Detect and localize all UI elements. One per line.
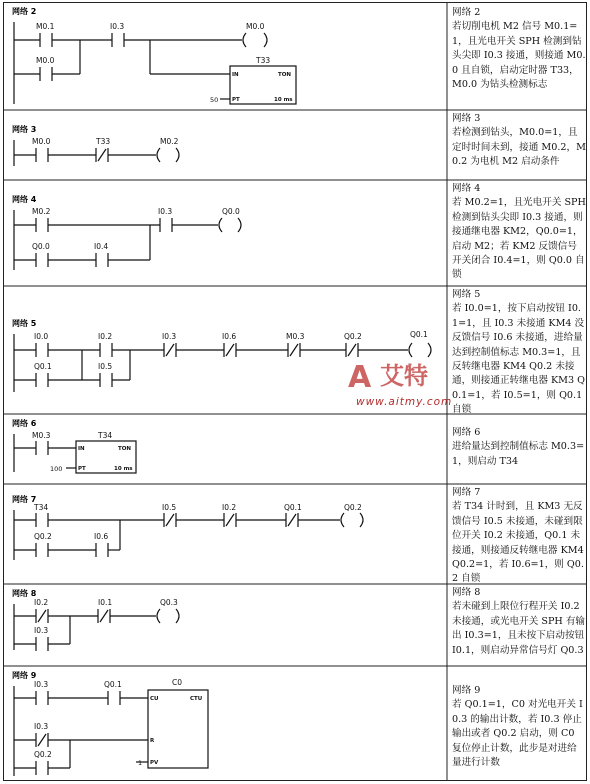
network-3-description <box>452 112 586 170</box>
t34-unit: 10 ms <box>114 466 133 472</box>
network-2-desc-title: 网络 2 <box>452 7 481 18</box>
t34-in-pin: IN <box>78 446 85 452</box>
contact-i0-5 <box>100 373 112 387</box>
network-9-description <box>452 684 586 770</box>
t33-type: TON <box>278 72 292 78</box>
label-m0-3: M0.3 <box>32 431 51 440</box>
label-q0-1: Q0.1 <box>104 680 122 689</box>
coil-q0-1 <box>409 343 431 357</box>
contact-i0-2-nc-net8 <box>36 609 48 623</box>
contact-i0-3-net9 <box>36 691 48 705</box>
network-7-description <box>452 486 586 587</box>
contact-i0-1-nc <box>98 609 110 623</box>
network-3-desc-title: 网络 3 <box>452 113 481 124</box>
network-5-desc-text: 若 I0.0=1，按下启动按钮 I0.1=1，且 I0.3 未接通 KM4 没反馈信号 I0.6 未接通，进给量达到控制值标志 M0.3=1，且反转继电器 KM4 Q0.2 未接通，则接通正转继电器 KM3 Q0.1=1，若 I0.5=1，则 Q0.1 自锁 <box>452 303 585 416</box>
c0-cu-pin: CU <box>150 696 159 702</box>
label-i0-3: I0.3 <box>110 22 125 31</box>
contact-i0-3 <box>112 33 124 47</box>
label-q0-2-latch: Q0.2 <box>34 532 52 541</box>
label-q0-2-nc: Q0.2 <box>344 332 362 341</box>
coil-q0-3 <box>157 609 179 623</box>
network-7-title: 网络 7 <box>12 495 37 504</box>
label-q0-1-latch: Q0.1 <box>34 362 52 371</box>
label-i0-6: I0.6 <box>94 532 109 541</box>
network-2-title: 网络 2 <box>12 7 37 16</box>
contact-i0-2 <box>100 343 112 357</box>
t33-unit: 10 ms <box>274 97 293 103</box>
contact-i0-0 <box>36 343 48 357</box>
label-i0-5-nc: I0.5 <box>162 503 177 512</box>
network-5-title: 网络 5 <box>12 319 37 328</box>
label-q0-0: Q0.0 <box>32 242 50 251</box>
label-i0-4: I0.4 <box>94 242 109 251</box>
contact-i0-6-nc <box>224 343 236 357</box>
network-6-title: 网络 6 <box>12 419 37 428</box>
network-8-description <box>452 586 586 658</box>
contact-q0-1-nc <box>286 513 298 527</box>
coil-m0-0 <box>243 33 267 47</box>
c0-pv-pin: PV <box>150 760 159 766</box>
network-3-desc-text: 若检测到钻头，M0.0=1，且定时时间未到，接通 M0.2，M0.2 为电机 M2 启动条件 <box>452 127 586 168</box>
label-coil-m0-0: M0.0 <box>246 22 265 31</box>
label-i0-3-net4: I0.3 <box>158 207 173 216</box>
network-2-desc-text: 若切削电机 M2 信号 M0.1=1，且光电开关 SPH 检测到钻头尖即 I0.3 接通，则接通 M0.0 且自锁，启动定时器 T33，M0.0 为钻头检测标志 <box>452 21 586 91</box>
network-9-rungs <box>14 686 148 776</box>
label-c0-pv-value: 1 <box>138 759 143 767</box>
label-i0-6-nc: I0.6 <box>222 332 237 341</box>
label-q0-1-nc: Q0.1 <box>284 503 302 512</box>
network-8-desc-text: 若未碰到上限位行程开关 I0.2 未接通，或光电开关 SPH 有输出 I0.3=1，且未按下启动按钮 I0.1，则启动异常信号灯 Q0.3 <box>452 601 586 656</box>
contact-i0-2-nc <box>224 513 236 527</box>
contact-i0-3-net8 <box>36 637 48 651</box>
label-m0-1: M0.1 <box>36 22 55 31</box>
label-coil-q0-2: Q0.2 <box>344 503 362 512</box>
label-i0-3-nc: I0.3 <box>162 332 177 341</box>
label-timer-t33: T33 <box>256 56 271 65</box>
contact-i0-5-nc <box>164 513 176 527</box>
contact-i0-3-nc-net9 <box>36 733 48 747</box>
label-m0-0-latch: M0.0 <box>36 56 55 65</box>
watermark-url: www.aitmy.com <box>356 396 453 408</box>
network-4-title: 网络 4 <box>12 195 37 204</box>
label-m0-2: M0.2 <box>32 207 51 216</box>
label-i0-1: I0.1 <box>98 598 113 607</box>
label-coil-q0-1: Q0.1 <box>410 330 428 339</box>
network-8-desc-title: 网络 8 <box>452 587 481 598</box>
t34-type: TON <box>118 446 132 452</box>
contact-m0-0-latch <box>40 67 52 81</box>
label-t34: T34 <box>34 503 49 512</box>
label-i0-5: I0.5 <box>98 362 113 371</box>
network-7-desc-title: 网络 7 <box>452 487 481 498</box>
label-i0-2-nc: I0.2 <box>222 503 237 512</box>
contact-t33-nc <box>96 148 108 162</box>
label-i0-3-nc-net9: I0.3 <box>34 722 49 731</box>
label-counter-c0: C0 <box>172 678 183 687</box>
label-i0-3-net8: I0.3 <box>34 626 49 635</box>
contact-i0-6 <box>96 543 108 557</box>
label-timer-t34: T34 <box>98 431 113 440</box>
label-t33-pt-value: 50 <box>210 96 219 104</box>
contact-i0-3-nc <box>164 343 176 357</box>
c0-type: CTU <box>190 696 203 702</box>
coil-q0-0 <box>219 218 241 232</box>
label-coil-q0-3: Q0.3 <box>160 598 178 607</box>
network-9-title: 网络 9 <box>12 671 37 680</box>
coil-m0-2 <box>157 148 179 162</box>
network-5-desc-title: 网络 5 <box>452 289 481 300</box>
label-m0-0: M0.0 <box>32 137 51 146</box>
watermark-logo-icon: A <box>348 360 372 395</box>
label-i0-2: I0.2 <box>98 332 113 341</box>
contact-q0-1-latch <box>36 373 48 387</box>
contact-m0-3-nc <box>288 343 300 357</box>
contact-q0-2-nc <box>346 343 358 357</box>
network-7-rungs <box>14 510 340 560</box>
watermark-name: 艾特 <box>380 362 428 390</box>
contact-q0-2-latch <box>36 543 48 557</box>
network-9-desc-title: 网络 9 <box>452 685 481 696</box>
contact-m0-0 <box>36 148 48 162</box>
contact-q0-2 <box>36 761 48 775</box>
network-8-title: 网络 8 <box>12 589 37 598</box>
c0-r-pin: R <box>150 738 155 744</box>
contact-t34 <box>36 513 48 527</box>
coil-q0-2 <box>341 513 363 527</box>
network-5-description <box>452 288 586 418</box>
label-i0-3-net9: I0.3 <box>34 680 49 689</box>
network-4-description <box>452 182 586 283</box>
contact-i0-3-net4 <box>160 218 172 232</box>
contact-m0-3 <box>36 441 48 455</box>
network-2-description <box>452 6 586 92</box>
label-i0-0: I0.0 <box>34 332 49 341</box>
network-4-desc-text: 若 M0.2=1，且光电开关 SPH 检测到钻头尖即 I0.3 接通，则接通继电器 KM2，Q0.0=1，启动 M2；若 KM2 反馈信号开关闭合 I0.4=1，则 Q0.0 自锁 <box>452 197 586 281</box>
label-t34-pt-value: 100 <box>50 465 63 473</box>
network-6-desc-title: 网络 6 <box>452 427 481 438</box>
network-7-desc-text: 若 T34 计时到，且 KM3 无反馈信号 I0.5 未接通，未碰到限位开关 I0.2 未接通，Q0.1 未接通，则接通反转继电器 KM4 Q0.2=1，若 I0.6=1，则 Q0.2 自锁 <box>452 501 584 585</box>
label-coil-q0-0: Q0.0 <box>222 207 240 216</box>
label-coil-m0-2: M0.2 <box>160 137 179 146</box>
contact-q0-1 <box>108 691 120 705</box>
contact-m0-1 <box>40 33 52 47</box>
label-t33: T33 <box>96 137 111 146</box>
label-i0-2-net8: I0.2 <box>34 598 49 607</box>
contact-i0-4 <box>96 253 108 267</box>
t34-pt-pin: PT <box>78 466 86 472</box>
label-m0-3-nc: M0.3 <box>286 332 305 341</box>
t33-in-pin: IN <box>232 72 239 78</box>
network-3-title: 网络 3 <box>12 125 37 134</box>
contact-m0-2 <box>36 218 48 232</box>
network-9-desc-text: 若 Q0.1=1，C0 对光电开关 I0.3 的输出计数，若 I0.3 停止输出或者 Q0.2 启动，则 C0 复位停止计数，此步是对进给量进行计数 <box>452 699 583 769</box>
t33-pt-pin: PT <box>232 97 240 103</box>
network-4-rungs <box>14 210 218 270</box>
network-6-description <box>452 426 586 469</box>
label-q0-2: Q0.2 <box>34 750 52 759</box>
network-6-desc-text: 进给量达到控制值标志 M0.3=1，则启动 T34 <box>452 441 585 467</box>
contact-q0-0 <box>36 253 48 267</box>
network-4-desc-title: 网络 4 <box>452 183 481 194</box>
